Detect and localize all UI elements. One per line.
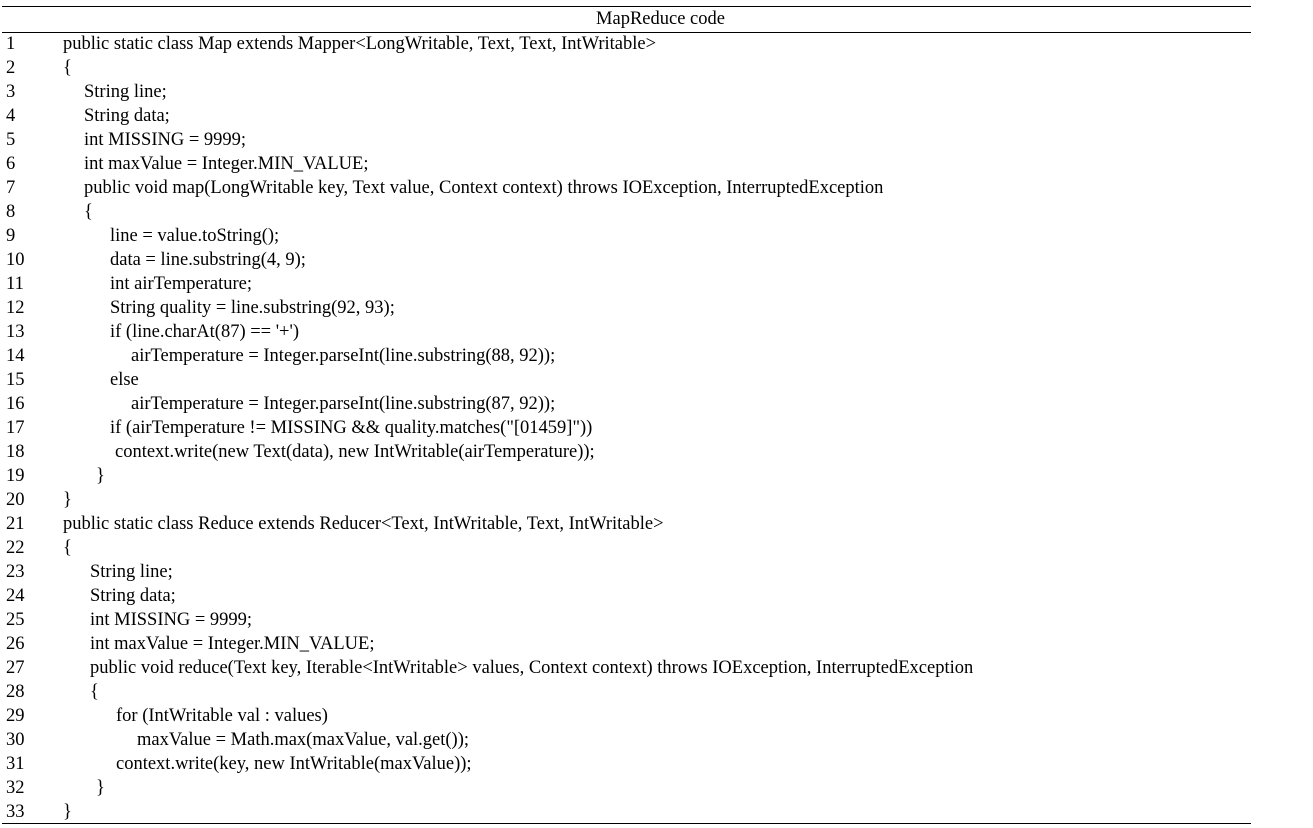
code-line (2, 80, 1251, 104)
line-code: { (84, 202, 93, 222)
line-number: 1 (6, 34, 16, 54)
line-code: String data; (84, 106, 170, 126)
code-line (2, 104, 1251, 128)
code-line (2, 560, 1251, 584)
line-number: 28 (6, 682, 25, 702)
line-code: if (airTemperature != MISSING && quality.matches("[01459]")) (110, 418, 593, 438)
line-code: String line; (84, 82, 167, 102)
line-number: 23 (6, 562, 25, 582)
line-number: 29 (6, 706, 25, 726)
code-line (2, 656, 1251, 680)
code-line (2, 632, 1251, 656)
line-code: else (110, 370, 139, 390)
code-line (2, 776, 1251, 800)
line-code: } (96, 778, 105, 798)
line-number: 22 (6, 538, 25, 558)
line-code: for (IntWritable val : values) (116, 706, 328, 726)
line-number: 12 (6, 298, 25, 318)
line-number: 5 (6, 130, 16, 150)
line-code: } (96, 466, 105, 486)
code-line (2, 608, 1251, 632)
line-number: 6 (6, 154, 16, 174)
code-line (2, 272, 1251, 296)
code-line (2, 344, 1251, 368)
line-number: 7 (6, 178, 16, 198)
line-code: if (line.charAt(87) == '+') (110, 322, 299, 342)
line-number: 16 (6, 394, 25, 414)
line-number: 9 (6, 226, 16, 246)
line-code: public void reduce(Text key, Iterable<IntWritable> values, Context context) throws IOException, InterruptedException (90, 658, 974, 678)
code-line (2, 416, 1251, 440)
code-line (2, 128, 1251, 152)
line-number: 8 (6, 202, 16, 222)
code-line (2, 32, 1251, 56)
line-number: 20 (6, 490, 25, 510)
code-line (2, 152, 1251, 176)
line-number: 13 (6, 322, 25, 342)
line-number: 2 (6, 58, 16, 78)
table-title: MapReduce code (596, 9, 725, 29)
line-code: } (63, 490, 72, 510)
line-number: 19 (6, 466, 25, 486)
line-number: 21 (6, 514, 25, 534)
line-number: 18 (6, 442, 25, 462)
line-number: 27 (6, 658, 25, 678)
line-code: context.write(key, new IntWritable(maxValue)); (116, 754, 472, 774)
code-line (2, 536, 1251, 560)
line-number: 24 (6, 586, 25, 606)
line-code: airTemperature = Integer.parseInt(line.substring(88, 92)); (131, 346, 556, 366)
line-code: maxValue = Math.max(maxValue, val.get()); (137, 730, 470, 750)
line-number: 15 (6, 370, 25, 390)
code-line (2, 680, 1251, 704)
line-code: String data; (90, 586, 176, 606)
line-code: int MISSING = 9999; (90, 610, 253, 630)
code-line (2, 440, 1251, 464)
code-line (2, 224, 1251, 248)
line-code: public static class Reduce extends Reducer<Text, IntWritable, Text, IntWritable> (63, 514, 664, 534)
line-number: 30 (6, 730, 25, 750)
line-code: context.write(new Text(data), new IntWritable(airTemperature)); (115, 442, 595, 462)
code-line (2, 752, 1251, 776)
line-number: 3 (6, 82, 16, 102)
code-line (2, 800, 1251, 824)
line-code: int maxValue = Integer.MIN_VALUE; (90, 634, 375, 654)
code-line (2, 512, 1251, 536)
line-number: 10 (6, 250, 25, 270)
line-code: { (90, 682, 99, 702)
line-number: 4 (6, 106, 16, 126)
code-line (2, 704, 1251, 728)
line-number: 33 (6, 802, 25, 822)
code-line (2, 584, 1251, 608)
line-code: airTemperature = Integer.parseInt(line.substring(87, 92)); (131, 394, 556, 414)
line-code: { (63, 538, 72, 558)
line-number: 17 (6, 418, 25, 438)
line-code: int airTemperature; (110, 274, 253, 294)
line-code: int maxValue = Integer.MIN_VALUE; (84, 154, 369, 174)
line-code: public void map(LongWritable key, Text value, Context context) throws IOException, InterruptedException (84, 178, 884, 198)
line-number: 25 (6, 610, 25, 630)
line-code: } (63, 802, 72, 822)
line-number: 26 (6, 634, 25, 654)
line-code: data = line.substring(4, 9); (110, 250, 306, 270)
line-code: int MISSING = 9999; (84, 130, 247, 150)
code-line (2, 464, 1251, 488)
line-code: String line; (90, 562, 173, 582)
code-line (2, 200, 1251, 224)
code-line (2, 248, 1251, 272)
code-table (2, 6, 1251, 824)
line-code: public static class Map extends Mapper<LongWritable, Text, Text, IntWritable> (63, 34, 657, 54)
code-line (2, 368, 1251, 392)
line-number: 11 (6, 274, 24, 294)
bottom-rule (2, 823, 1251, 824)
line-number: 32 (6, 778, 25, 798)
code-line (2, 296, 1251, 320)
line-code: { (63, 58, 72, 78)
code-line (2, 728, 1251, 752)
line-code: String quality = line.substring(92, 93); (110, 298, 395, 318)
code-line (2, 176, 1251, 200)
code-line (2, 56, 1251, 80)
line-number: 14 (6, 346, 25, 366)
line-code: line = value.toString(); (110, 226, 280, 246)
code-line (2, 488, 1251, 512)
code-line (2, 320, 1251, 344)
line-number: 31 (6, 754, 25, 774)
code-line (2, 392, 1251, 416)
